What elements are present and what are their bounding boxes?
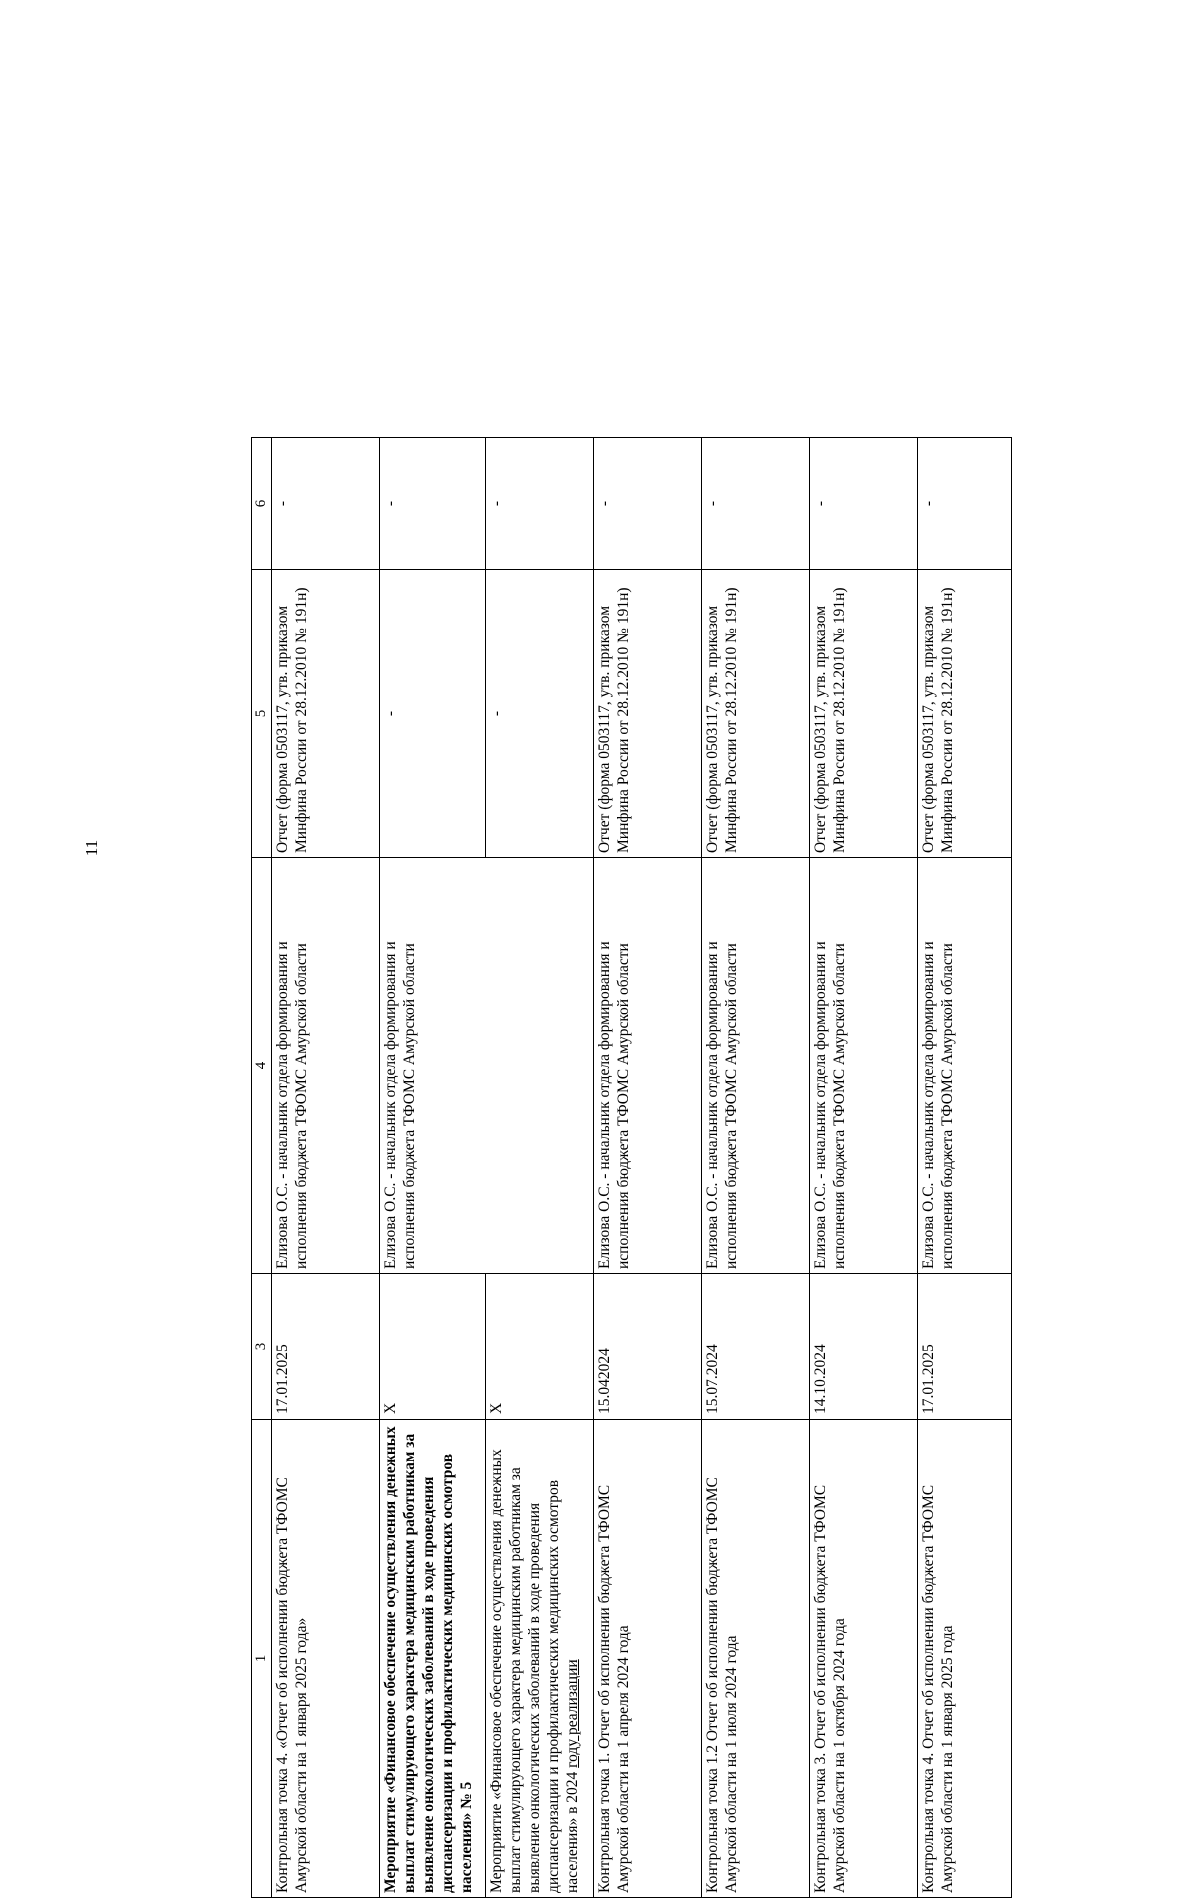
rotated-table-container xyxy=(251,438,1011,1898)
note-cell: - xyxy=(486,438,594,570)
note-cell: - xyxy=(594,438,702,570)
document-cell: Отчет (форма 0503117, утв. приказом Минфина России от 28.12.2010 № 191н) xyxy=(702,570,810,858)
date-cell: 14.10.2024 xyxy=(810,1274,918,1420)
document-cell: Отчет (форма 0503117, утв. приказом Минфина России от 28.12.2010 № 191н) xyxy=(918,570,1012,858)
control-point-cell: Контрольная точка 1.2 Отчет об исполнении бюджета ТФОМС Амурской области на 1 июля 2024 года xyxy=(702,1420,810,1898)
control-point-cell: Контрольная точка 3. Отчет об исполнении бюджета ТФОМС Амурской области на 1 октября 2024 года xyxy=(810,1420,918,1898)
table-row xyxy=(380,438,486,1898)
table-header-row xyxy=(252,438,272,1898)
date-cell: 15.07.2024 xyxy=(702,1274,810,1420)
date-cell: 17.01.2025 xyxy=(918,1274,1012,1420)
control-point-cell: Контрольная точка 4. «Отчет об исполнении бюджета ТФОМС Амурской области на 1 января 2025 года» xyxy=(272,1420,380,1898)
header-col-3: 3 xyxy=(252,1274,272,1420)
document-cell: Отчет (форма 0503117, утв. приказом Минфина России от 28.12.2010 № 191н) xyxy=(594,570,702,858)
table-row xyxy=(918,438,1012,1898)
responsible-cell: Елизова О.С. - начальник отдела формирования и исполнения бюджета ТФОМС Амурской области xyxy=(702,858,810,1274)
measure-year-cell xyxy=(486,1420,594,1898)
document-cell: - xyxy=(486,570,594,858)
header-col-4: 4 xyxy=(252,858,272,1274)
table-row xyxy=(594,438,702,1898)
responsible-cell: Елизова О.С. - начальник отдела формирования и исполнения бюджета ТФОМС Амурской области xyxy=(810,858,918,1274)
document-cell: Отчет (форма 0503117, утв. приказом Минфина России от 28.12.2010 № 191н) xyxy=(272,570,380,858)
date-cell: 17.01.2025 xyxy=(272,1274,380,1420)
control-point-cell: Контрольная точка 1. Отчет об исполнении бюджета ТФОМС Амурской области на 1 апреля 2024 года xyxy=(594,1420,702,1898)
measure-year-text: Мероприятие «Финансовое обеспечение осуществления денежных выплат стимулирующего характера медицинским работникам за выявление онкологических заболеваний в ходе проведения диспансеризации и профилактических медицинских осмотров населения» в 2024 xyxy=(488,1449,581,1893)
note-cell: - xyxy=(702,438,810,570)
table-row xyxy=(810,438,918,1898)
note-cell: - xyxy=(810,438,918,570)
note-cell: - xyxy=(918,438,1012,570)
table-row xyxy=(272,438,380,1898)
header-col-6: 6 xyxy=(252,438,272,570)
responsible-cell: Елизова О.С. - начальник отдела формирования и исполнения бюджета ТФОМС Амурской области xyxy=(272,858,380,1274)
date-cell: Х xyxy=(380,1274,486,1420)
measure-year-underlined: году реализации xyxy=(563,1659,581,1768)
header-col-5: 5 xyxy=(252,570,272,858)
document-cell: - xyxy=(380,570,486,858)
date-cell: 15.042024 xyxy=(594,1274,702,1420)
responsible-cell: Елизова О.С. - начальник отдела формирования и исполнения бюджета ТФОМС Амурской области xyxy=(380,858,594,1274)
responsible-cell: Елизова О.С. - начальник отдела формирования и исполнения бюджета ТФОМС Амурской области xyxy=(594,858,702,1274)
date-cell: Х xyxy=(486,1274,594,1420)
measure-cell: Мероприятие «Финансовое обеспечение осуществления денежных выплат стимулирующего характера медицинским работникам за выявление онкологических заболеваний в ходе проведения диспансеризации и профилактических медицинских осмотров населения» № 5 xyxy=(380,1420,486,1898)
document-cell: Отчет (форма 0503117, утв. приказом Минфина России от 28.12.2010 № 191н) xyxy=(810,570,918,858)
plan-table xyxy=(251,437,1012,1898)
note-cell: - xyxy=(272,438,380,570)
page-number: 11 xyxy=(82,839,102,857)
note-cell: - xyxy=(380,438,486,570)
table-row xyxy=(702,438,810,1898)
control-point-cell: Контрольная точка 4. Отчет об исполнении бюджета ТФОМС Амурской области на 1 января 2025 года xyxy=(918,1420,1012,1898)
header-col-1: 1 xyxy=(252,1420,272,1898)
responsible-cell: Елизова О.С. - начальник отдела формирования и исполнения бюджета ТФОМС Амурской области xyxy=(918,858,1012,1274)
